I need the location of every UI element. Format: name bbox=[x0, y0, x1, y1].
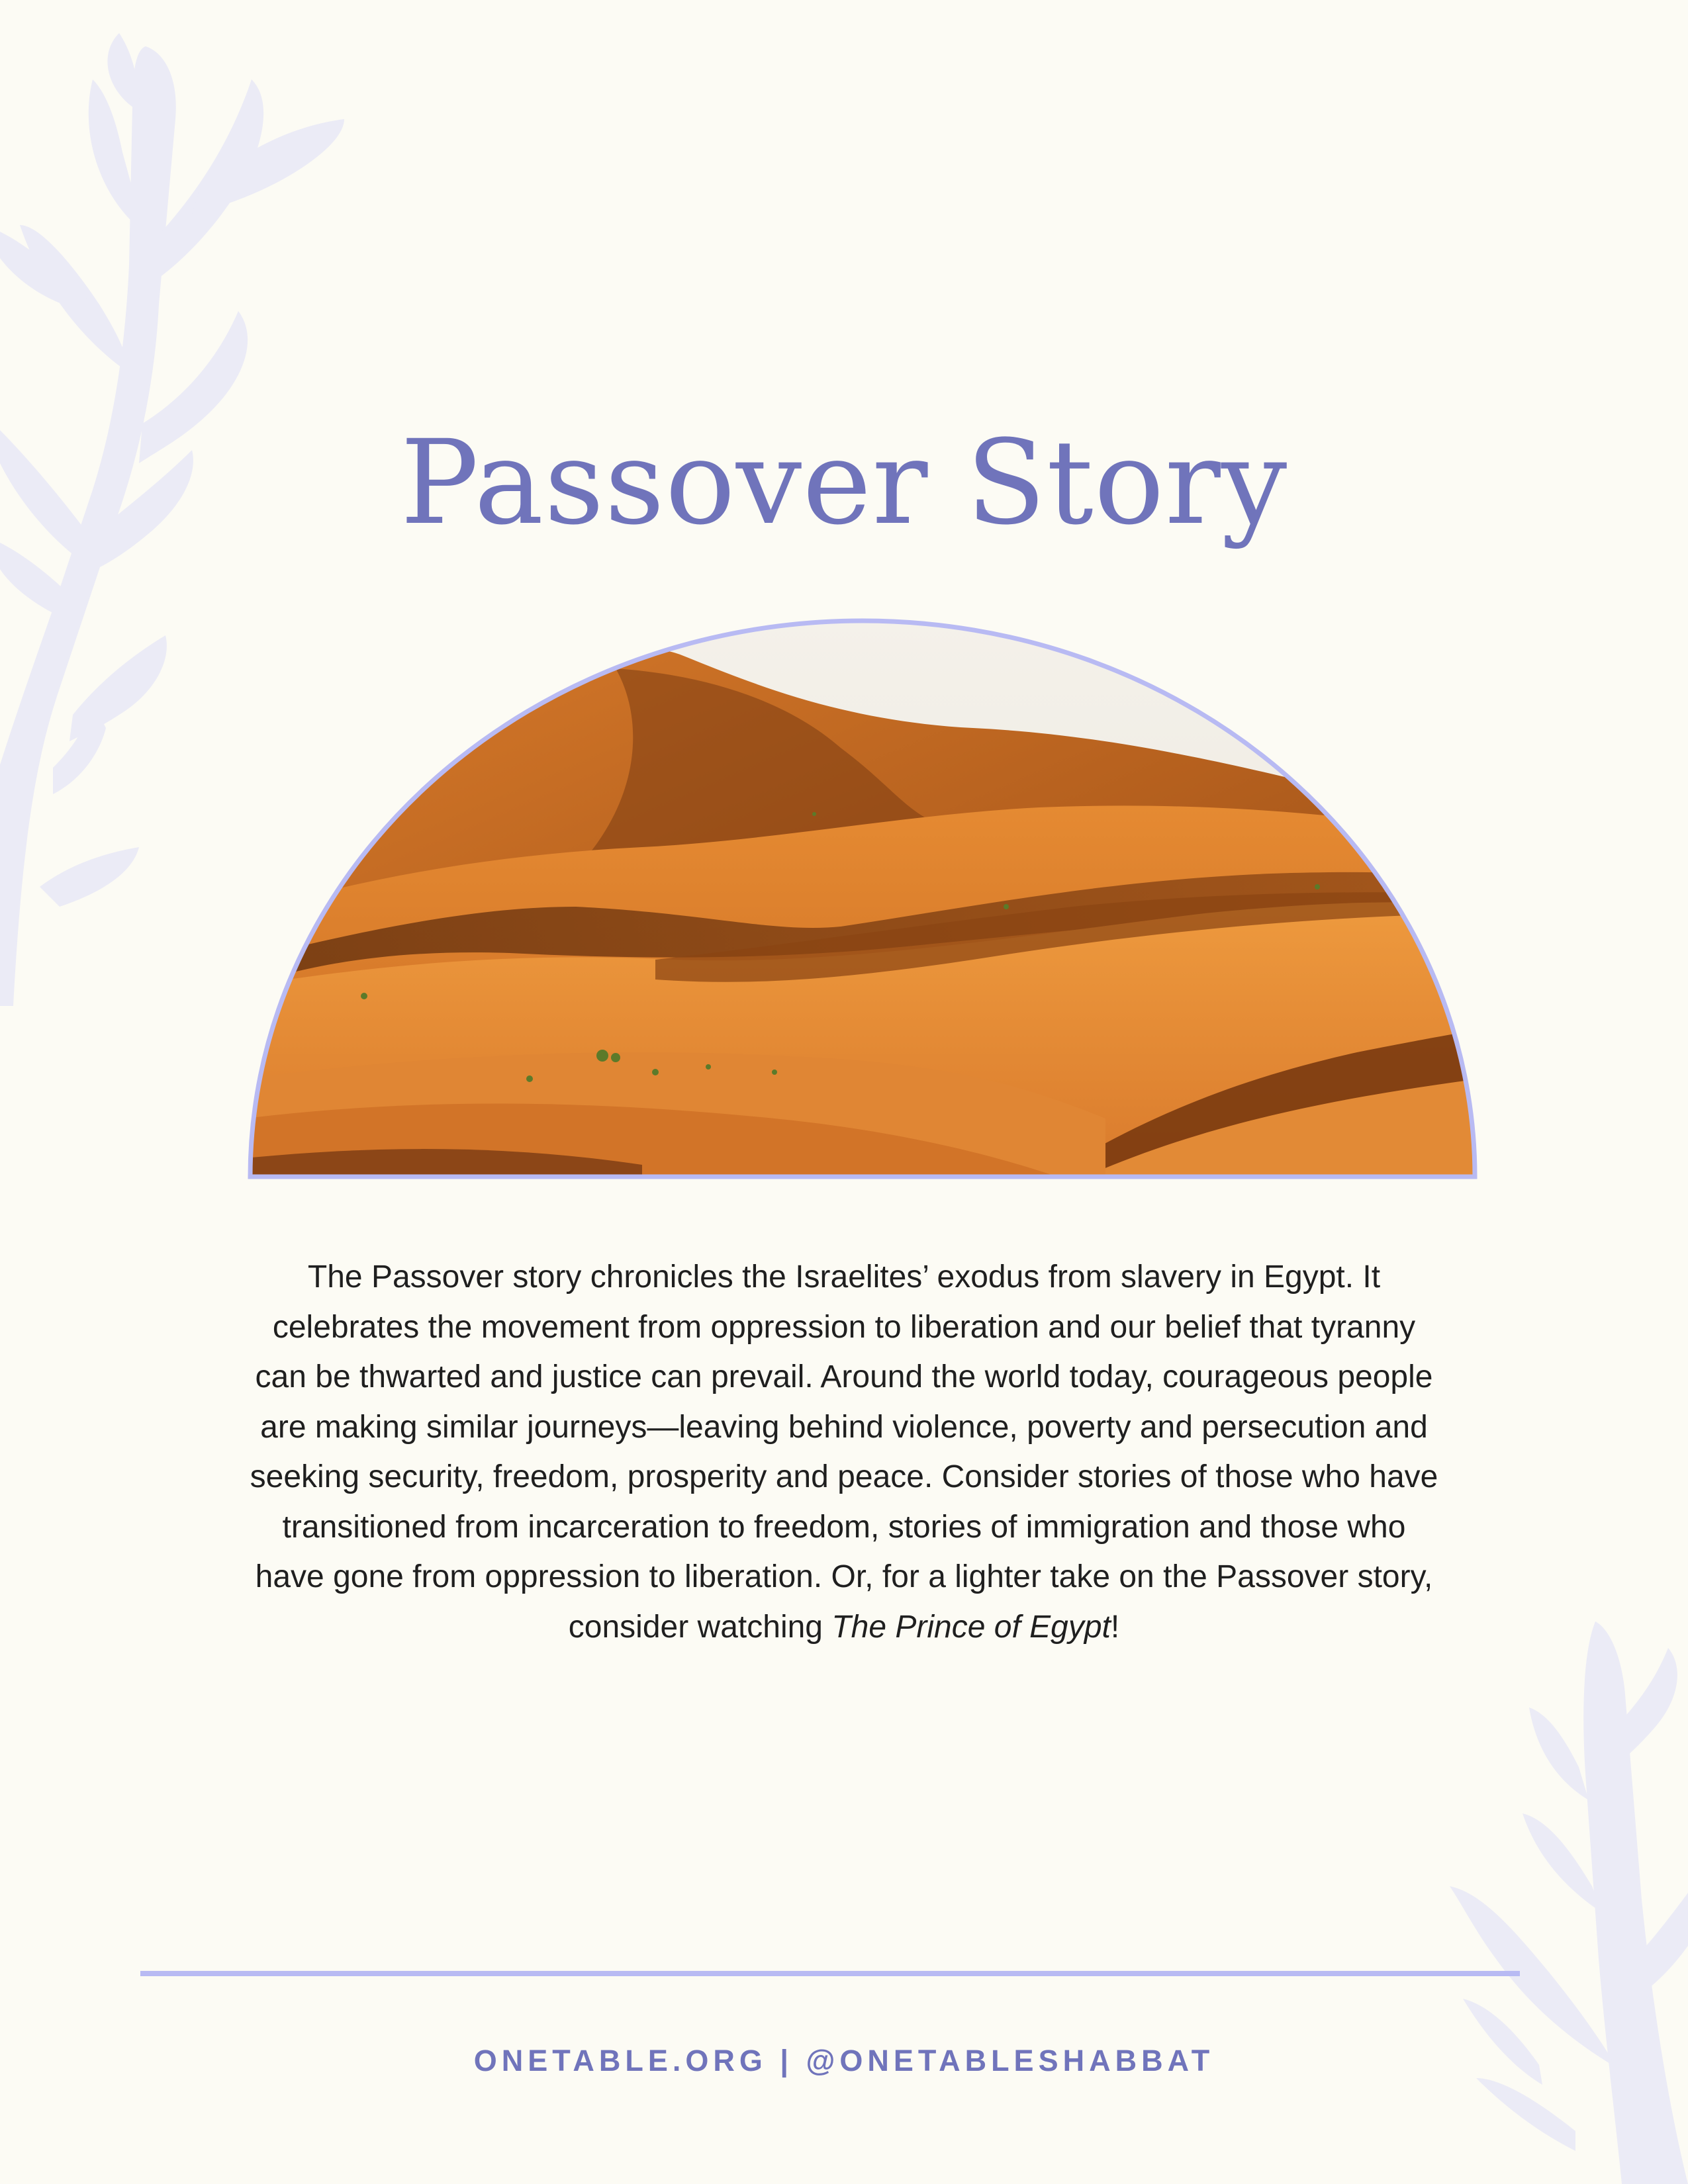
page-title: Passover Story bbox=[400, 415, 1288, 551]
body-text-end: ! bbox=[1110, 1609, 1120, 1645]
body-text-main: The Passover story chronicles the Israelites’ exodus from slavery in Egypt. It celebrates the movement from oppression to liberation and our belief that tyranny can be thwarted and justice can prevail. Around the world today, courageous people are making similar journeys—leaving behind violence, poverty and persecution and seeking security, freedom, prosperity and peace. Consider stories of those who have transitioned from incarceration to freedom, stories of immigration and those who have gone from oppression to liberation. Or, for a lighter take on the Passover story, consider watching bbox=[250, 1259, 1438, 1645]
movie-title: The Prince of Egypt bbox=[831, 1609, 1111, 1645]
decorative-leaf-bottom-right bbox=[1423, 1602, 1688, 2184]
desert-dunes-image bbox=[245, 615, 1480, 1182]
footer-links: ONETABLE.ORG | @ONETABLESHABBAT bbox=[473, 2044, 1215, 2077]
body-paragraph bbox=[245, 1252, 1443, 1652]
footer-divider bbox=[140, 1971, 1520, 1976]
